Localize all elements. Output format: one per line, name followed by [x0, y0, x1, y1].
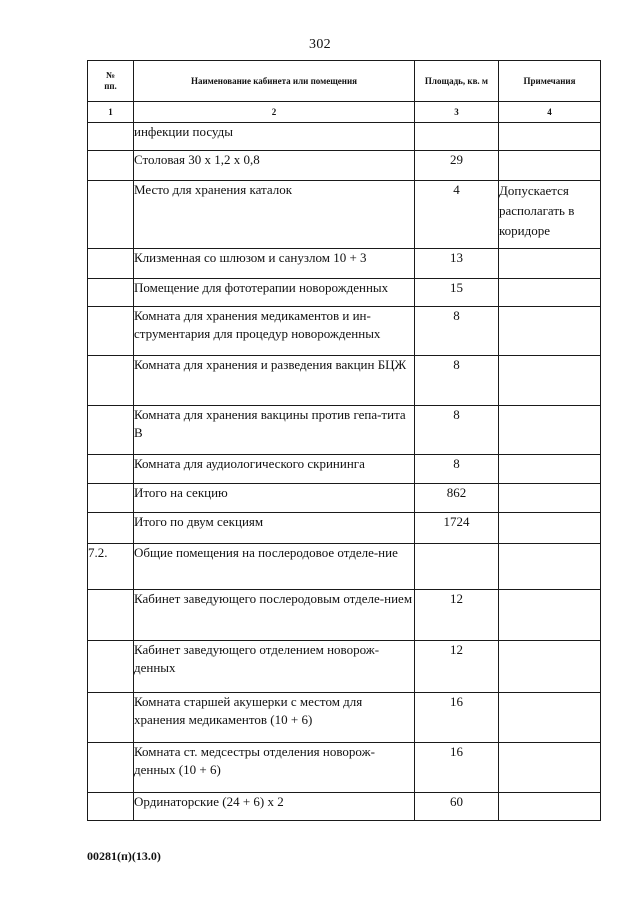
row-number	[88, 279, 134, 307]
room-area: 12	[415, 641, 499, 693]
room-name: Итого по двум секциям	[134, 513, 415, 544]
room-name: Клизменная со шлюзом и санузлом 10 + 3	[134, 249, 415, 279]
room-note	[499, 249, 601, 279]
room-area: 12	[415, 590, 499, 641]
table-row	[88, 484, 601, 513]
room-name: Комната ст. медсестры отделения новорож-денных (10 + 6)	[134, 743, 415, 793]
column-number: 1	[88, 102, 134, 123]
row-number	[88, 693, 134, 743]
table-row	[88, 279, 601, 307]
table-row	[88, 590, 601, 641]
room-note	[499, 693, 601, 743]
row-number	[88, 181, 134, 249]
row-number	[88, 641, 134, 693]
room-area: 8	[415, 356, 499, 406]
table-row	[88, 356, 601, 406]
room-area: 29	[415, 151, 499, 181]
room-note	[499, 513, 601, 544]
room-name: инфекции посуды	[134, 123, 415, 151]
room-area	[415, 123, 499, 151]
room-name: Комната для хранения медикаментов и ин-струментария для процедур новорожденных	[134, 307, 415, 356]
table-row	[88, 249, 601, 279]
table-row	[88, 123, 601, 151]
column-number: 4	[499, 102, 601, 123]
column-number-row	[88, 102, 601, 123]
column-number: 2	[134, 102, 415, 123]
room-area: 60	[415, 793, 499, 821]
room-area: 8	[415, 307, 499, 356]
table-row	[88, 693, 601, 743]
page-number: 302	[309, 37, 331, 52]
room-note	[499, 356, 601, 406]
row-number	[88, 743, 134, 793]
document-code: 00281(п)(13.0)	[87, 849, 161, 863]
room-area: 15	[415, 279, 499, 307]
table-row	[88, 513, 601, 544]
room-name: Общие помещения на послеродовое отделе-ние	[134, 544, 415, 590]
room-note: Допускается располагать в коридоре	[499, 181, 601, 249]
table-header-row	[88, 61, 601, 102]
table-row	[88, 181, 601, 249]
room-note	[499, 544, 601, 590]
room-name: Место для хранения каталок	[134, 181, 415, 249]
table-row	[88, 406, 601, 455]
room-area: 16	[415, 743, 499, 793]
table-row	[88, 151, 601, 181]
header-notes: Примечания	[499, 61, 601, 102]
room-note	[499, 279, 601, 307]
header-room-name: Наименование кабинета или помещения	[134, 61, 415, 102]
row-number	[88, 793, 134, 821]
room-note	[499, 151, 601, 181]
room-area: 862	[415, 484, 499, 513]
room-name: Комната для аудиологического скрининга	[134, 455, 415, 484]
room-name: Ординаторские (24 + 6) x 2	[134, 793, 415, 821]
room-area: 8	[415, 406, 499, 455]
table-row	[88, 544, 601, 590]
row-number	[88, 307, 134, 356]
table-row	[88, 743, 601, 793]
room-area	[415, 544, 499, 590]
rooms-table	[87, 60, 601, 821]
room-note	[499, 743, 601, 793]
table-row	[88, 641, 601, 693]
room-name: Помещение для фототерапии новорожденных	[134, 279, 415, 307]
room-name: Итого на секцию	[134, 484, 415, 513]
header-number: № пп.	[88, 61, 134, 102]
row-number	[88, 123, 134, 151]
row-number	[88, 484, 134, 513]
row-number	[88, 513, 134, 544]
room-name: Кабинет заведующего отделением новорож-денных	[134, 641, 415, 693]
room-note	[499, 590, 601, 641]
room-name: Комната для хранения и разведения вакцин БЦЖ	[134, 356, 415, 406]
room-note	[499, 455, 601, 484]
room-area: 1724	[415, 513, 499, 544]
room-name: Кабинет заведующего послеродовым отделе-нием	[134, 590, 415, 641]
room-note	[499, 793, 601, 821]
column-number: 3	[415, 102, 499, 123]
row-number	[88, 590, 134, 641]
row-number	[88, 356, 134, 406]
room-name: Комната для хранения вакцины против гепа-тита В	[134, 406, 415, 455]
room-area: 13	[415, 249, 499, 279]
room-note	[499, 307, 601, 356]
row-number	[88, 151, 134, 181]
room-area: 8	[415, 455, 499, 484]
room-note	[499, 484, 601, 513]
row-number	[88, 455, 134, 484]
room-name: Комната старшей акушерки с местом для хранения медикаментов (10 + 6)	[134, 693, 415, 743]
room-name: Столовая 30 x 1,2 x 0,8	[134, 151, 415, 181]
room-note	[499, 641, 601, 693]
row-number: 7.2.	[88, 544, 134, 590]
row-number	[88, 249, 134, 279]
table-row	[88, 455, 601, 484]
header-area: Площадь, кв. м	[415, 61, 499, 102]
room-area: 16	[415, 693, 499, 743]
table-row	[88, 307, 601, 356]
room-area: 4	[415, 181, 499, 249]
room-note	[499, 406, 601, 455]
row-number	[88, 406, 134, 455]
room-note	[499, 123, 601, 151]
table-row	[88, 793, 601, 821]
